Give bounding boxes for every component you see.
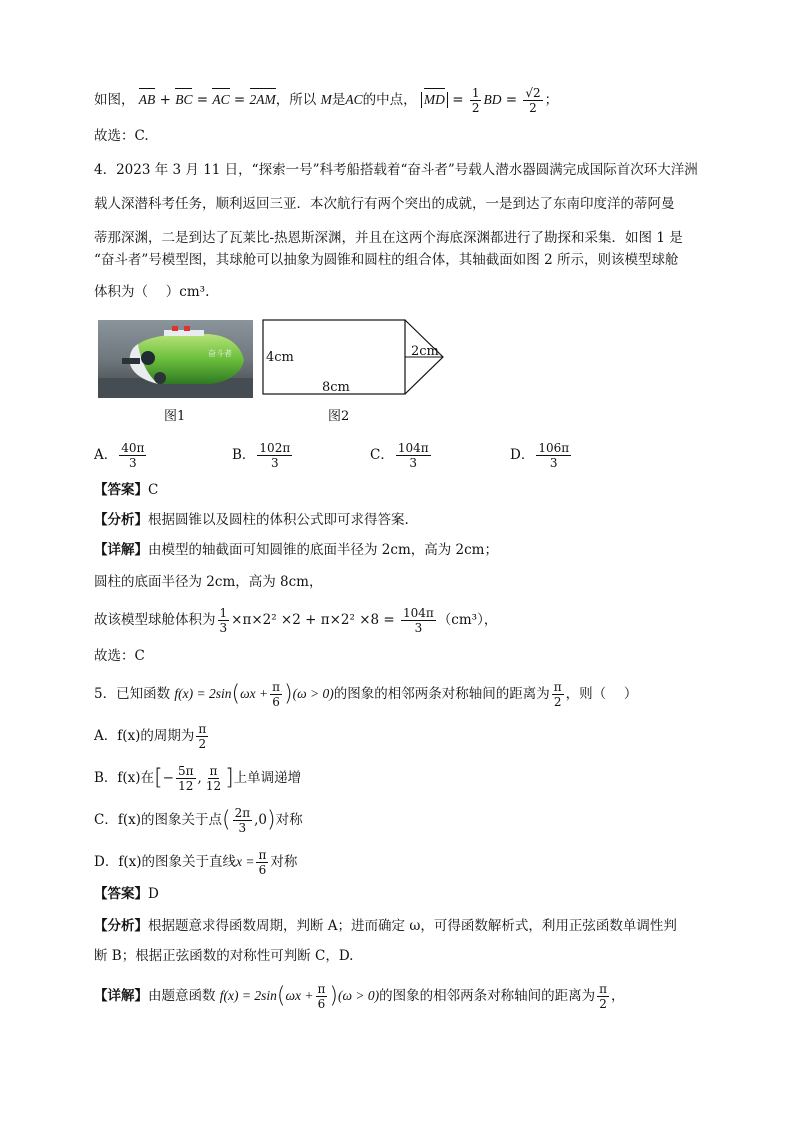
q4-analysis <box>94 510 409 530</box>
q5-stem: 5．已知函数 f(x) = 2sin(ωx + $\frac{\pi}{6}$ )(ω > 0)的图象的相邻两条对称轴间的距离为 $\frac{\pi}{2}$ ，则（ ） <box>94 680 638 709</box>
top-line: 如图， AB + BC = AC = 2AM，所以 M是AC的中点， MD = $\frac{1}{2}$ BD = $\frac{√2}{2}$ ； <box>94 86 559 115</box>
option-text: 对称 <box>270 854 298 870</box>
option-label: C． <box>370 447 394 463</box>
option-fraction: $\frac{106\pi}{3}$ <box>538 441 570 470</box>
submersible-illustration <box>98 320 253 398</box>
detail-tag: 【详解】 <box>94 988 148 1004</box>
text: ，所以 <box>275 92 317 108</box>
vector-md: MD <box>424 90 445 110</box>
q4-stem-line3: 蒂那深渊，二是到达了瓦莱比-热恩斯深渊，并且在这两个海底深渊都进行了勘探和采集．如图 1 是 <box>94 230 683 246</box>
frac-pi-over-6: $\frac{\pi}{6}$ <box>272 680 280 709</box>
function-expr: f(x) = 2sin <box>174 686 232 701</box>
q5-answer <box>94 884 159 904</box>
q4-answer <box>94 480 158 500</box>
text: ，则（ ） <box>565 686 638 702</box>
detail-tag: 【详解】 <box>94 542 148 558</box>
function-arg: ωx + <box>240 686 269 701</box>
figure1-caption: 图1 <box>164 409 186 424</box>
figure1-submersible-photo <box>98 320 253 398</box>
omega-condition: (ω > 0) <box>292 686 334 701</box>
answer-tag: 【答案】 <box>94 482 148 498</box>
answer-value: D <box>148 886 159 902</box>
frac-2pi-over-3: $\frac{2\pi}{3}$ <box>234 806 251 835</box>
frac-pi-over-6: $\frac{\pi}{6}$ <box>317 982 326 1011</box>
q4-detail-line3 <box>94 606 497 635</box>
option-text: C．f(x)的图象关于点 <box>94 812 222 828</box>
frac-5pi-over-12: $\frac{5\pi}{12}$ <box>177 764 194 793</box>
vector-ab: AB <box>139 90 156 110</box>
q4-choose: 故选：C <box>94 648 145 664</box>
q4-option-c <box>370 441 433 470</box>
line-x: x = <box>235 854 255 869</box>
frac-one-third: $\frac{1}{3}$ <box>219 606 228 635</box>
q5-option-d <box>94 848 297 877</box>
option-fraction: $\frac{104\pi}{3}$ <box>397 441 429 470</box>
result-fraction: $\frac{104\pi}{3}$ <box>403 606 434 635</box>
answer-tag: 【答案】 <box>94 886 148 902</box>
detail-formula: ×π×2² ×2 + π×2² ×8 = <box>231 612 395 628</box>
vector-ac: AC <box>212 90 229 110</box>
dimension-height: 4cm <box>266 350 294 365</box>
q4-option-d <box>510 441 573 470</box>
q5-option-c: C．f(x)的图象关于点( $\frac{2\pi}{3}$ ,0)对称 <box>94 806 303 835</box>
vector-2am: 2AM <box>250 90 276 110</box>
detail-text: ， <box>611 988 625 1004</box>
segment-bd: BD <box>483 92 502 107</box>
q4-detail-line1 <box>94 540 498 560</box>
analysis-text: 根据圆锥以及圆柱的体积公式即可求得答案. <box>148 512 409 528</box>
text: ； <box>544 92 559 108</box>
option-label: D． <box>510 447 535 463</box>
svg-text:奋斗者: 奋斗者 <box>208 349 232 358</box>
detail-text: 由题意函数 <box>148 988 216 1004</box>
detail-unit: （cm³）， <box>437 612 498 628</box>
option-text: D．f(x)的图象关于直线 <box>94 854 236 870</box>
q4-stem-line2: 载人深潜科考任务，顺利返回三亚．本次航行有两个突出的成就，一是到达了东南印度洋的蒂阿曼 <box>94 196 675 212</box>
frac-pi-over-12: $\frac{\pi}{12}$ <box>205 764 222 793</box>
text: 的中点， <box>362 92 417 108</box>
q5-analysis-line2: 断 B；根据正弦函数的对称性可判断 C，D. <box>94 948 354 964</box>
q4-detail-line2: 圆柱的底面半径为 2cm，高为 8cm， <box>94 574 323 590</box>
analysis-tag: 【分析】 <box>94 918 148 934</box>
vector-bc: BC <box>175 90 192 110</box>
detail-text: 故该模型球舱体积为 <box>94 612 216 628</box>
frac-half: $\frac{1}{2}$ <box>471 86 480 115</box>
segment-ac: AC <box>345 92 363 107</box>
answer-line-q3: 故选：C. <box>94 128 149 144</box>
q4-option-b <box>232 441 294 470</box>
text: 是 <box>331 92 346 108</box>
option-fraction: $\frac{40\pi}{3}$ <box>121 441 145 470</box>
abs-md <box>421 92 448 108</box>
option-fraction: $\frac{102\pi}{3}$ <box>259 441 291 470</box>
omega-condition: (ω > 0) <box>338 988 380 1003</box>
option-label: A． <box>94 447 118 463</box>
function-arg: ωx + <box>285 988 314 1003</box>
analysis-tag: 【分析】 <box>94 512 148 528</box>
answer-value: C <box>148 482 159 498</box>
dimension-radius: 2cm <box>411 344 439 359</box>
text: 如图， <box>94 92 135 108</box>
figure2-caption: 图2 <box>328 409 350 424</box>
q5-option-a <box>94 722 210 751</box>
q5-analysis-line1 <box>94 916 677 936</box>
option-text: 对称 <box>275 812 303 828</box>
point-m: M <box>320 92 332 107</box>
text: 5．已知函数 <box>94 686 171 702</box>
q4-option-a <box>94 441 148 470</box>
dimension-width: 8cm <box>322 380 350 395</box>
option-text: A．f(x)的周期为 <box>94 728 195 744</box>
q5-detail-line1: 【详解】由题意函数 f(x) = 2sin(ωx + $\frac{\pi}{6}$ )(ω > 0)的图象的相邻两条对称轴间的距离为 $\frac{\pi}{2}$ ， <box>94 982 625 1011</box>
q4-stem-line1: 4．2023 年 3 月 11 日，“探索一号”科考船搭载着“奋斗者”号载人潜水器圆满完成国际首次环大洋洲 <box>94 162 698 178</box>
frac-sqrt2-over-2: $\frac{√2}{2}$ <box>525 86 541 115</box>
frac-pi-over-2: $\frac{\pi}{2}$ <box>599 982 608 1011</box>
option-label: B． <box>232 447 256 463</box>
option-text: B．f(x)在 <box>94 770 155 786</box>
text: 的图象的相邻两条对称轴间的距离为 <box>333 686 550 702</box>
option-text: 上单调递增 <box>233 770 302 786</box>
detail-text: 由模型的轴截面可知圆锥的底面半径为 2cm，高为 2cm； <box>148 542 498 558</box>
q4-stem-line5: 体积为（ ）cm³. <box>94 284 210 300</box>
frac-pi-over-2: $\frac{\pi}{2}$ <box>553 680 562 709</box>
frac-pi-over-2: $\frac{\pi}{2}$ <box>198 722 207 751</box>
frac-pi-over-6: $\frac{\pi}{6}$ <box>258 848 267 877</box>
detail-text: 的图象的相邻两条对称轴间的距离为 <box>379 988 596 1004</box>
q4-stem-line4: “奋斗者”号模型图，其球舱可以抽象为圆锥和圆柱的组合体，其轴截面如图 2 所示，则该模型球舱 <box>94 252 679 268</box>
analysis-text: 根据题意求得函数周期，判断 A；进而确定 ω，可得函数解析式，利用正弦函数单调性判 <box>148 918 677 934</box>
function-expr: f(x) = 2sin <box>219 988 277 1003</box>
q5-option-b: B．f(x)在[− $\frac{5\pi}{12}$ , $\frac{\pi}{12}$ ]上单调递增 <box>94 764 302 793</box>
